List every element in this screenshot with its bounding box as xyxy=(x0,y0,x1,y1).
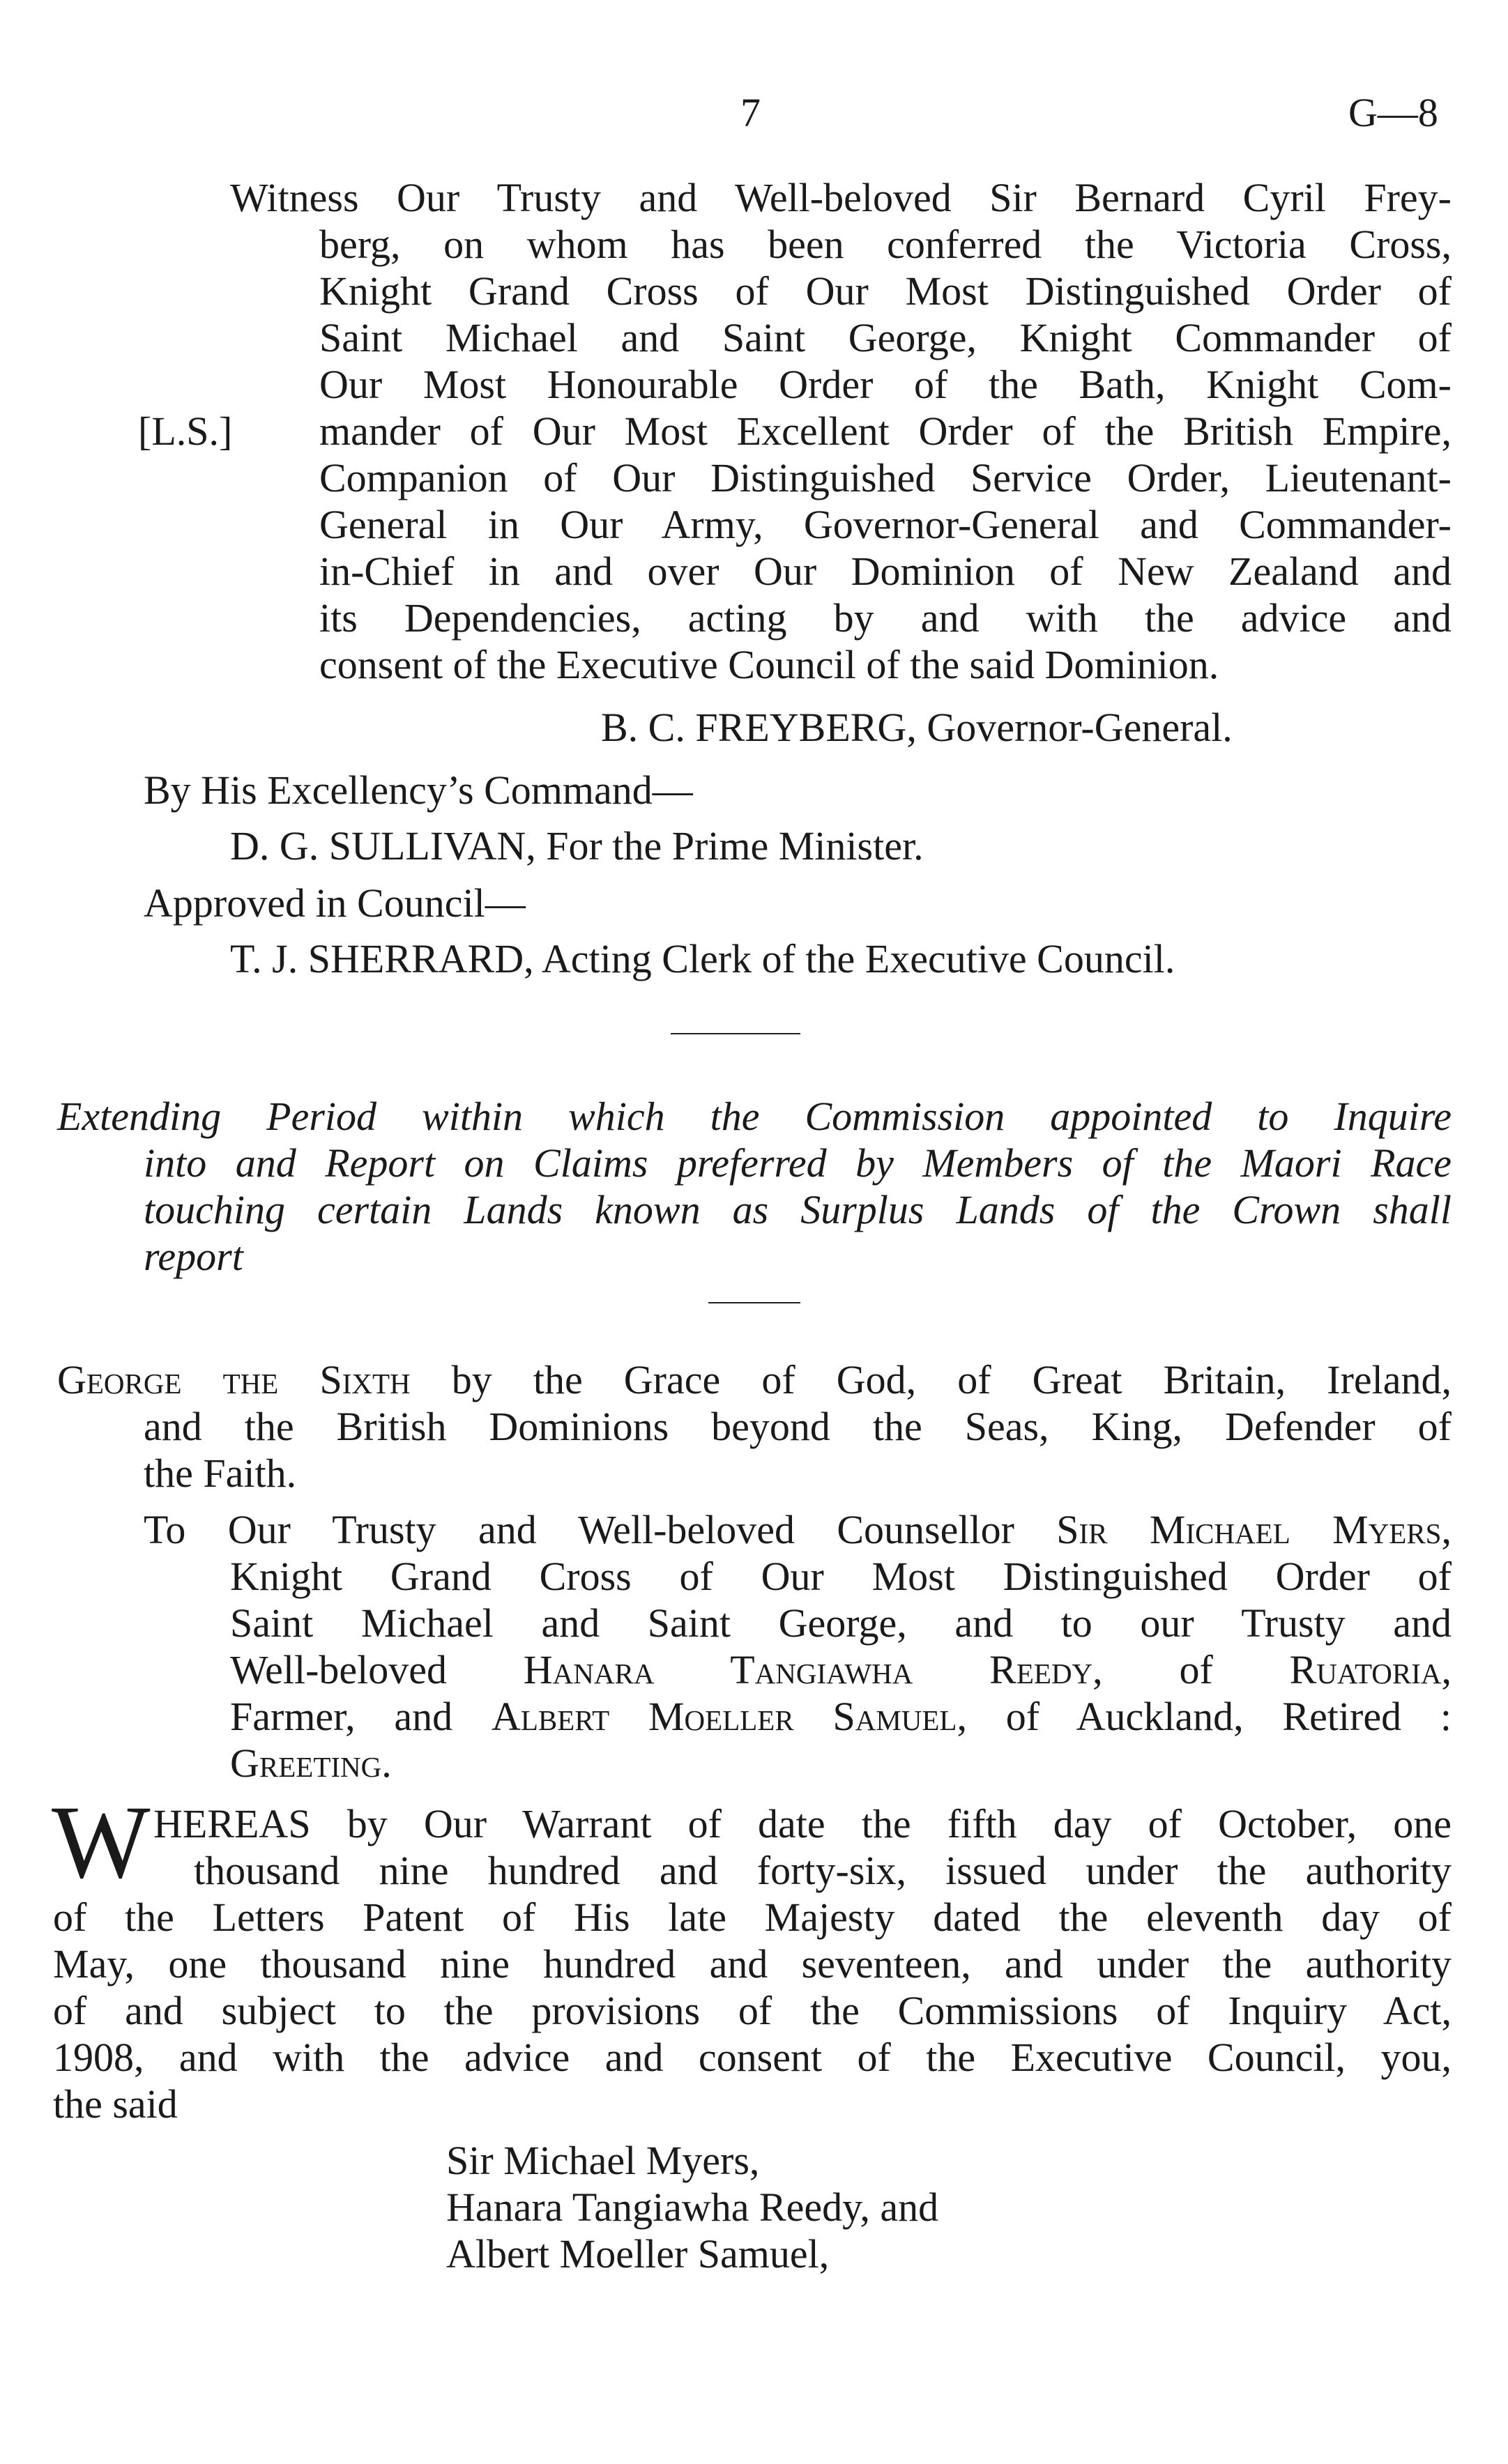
witness-line: Our Most Honourable Order of the Bath, Knight Com- xyxy=(319,362,1452,407)
address-line: To Our Trusty and Well-beloved Counsellor Sir Michael Myers, xyxy=(144,1507,1452,1552)
notice-title-line: into and Report on Claims preferred by Members of the Maori Race xyxy=(144,1140,1452,1186)
whereas-line: 1908, and with the advice and consent of the Executive Council, you, xyxy=(53,2035,1452,2080)
address-line: Farmer, and Albert Moeller Samuel, of Auckland, Retired : xyxy=(230,1694,1452,1739)
whereas-line: May, one thousand nine hundred and seventeen, and under the authority xyxy=(53,1941,1452,1987)
command-heading: By His Excellency’s Command— xyxy=(144,767,693,813)
seal-mark: [L.S.] xyxy=(138,408,233,454)
notice-title-line: Extending Period within which the Commission appointed to Inquire xyxy=(57,1094,1452,1139)
whereas-line: the said xyxy=(53,2081,178,2127)
proclamation-line: and the British Dominions beyond the Seas, King, Defender of xyxy=(144,1404,1452,1449)
approved-heading: Approved in Council— xyxy=(144,880,526,926)
proclamation-line: the Faith. xyxy=(144,1451,297,1496)
whereas-line: of and subject to the provisions of the Commissions of Inquiry Act, xyxy=(53,1988,1452,2033)
notice-title-line: touching certain Lands known as Surplus Lands of the Crown shall xyxy=(144,1187,1452,1232)
named-person: Hanara Tangiawha Reedy, and xyxy=(446,2184,939,2230)
governor-signature: B. C. FREYBERG, Governor-General. xyxy=(601,705,1233,750)
divider-rule xyxy=(671,1033,800,1034)
address-line: Well-beloved Hanara Tangiawha Reedy, of Ruatoria, xyxy=(230,1647,1452,1692)
page-number: 7 xyxy=(740,90,761,135)
witness-line: Saint Michael and Saint George, Knight Commander of xyxy=(319,315,1452,360)
named-person: Albert Moeller Samuel, xyxy=(446,2231,830,2276)
whereas-line: HEREAS by Our Warrant of date the fifth day of October, one xyxy=(153,1801,1452,1846)
witness-line: General in Our Army, Governor-General and Commander- xyxy=(319,502,1452,547)
witness-line: mander of Our Most Excellent Order of the British Empire, xyxy=(319,408,1452,454)
notice-title-line: report xyxy=(144,1234,243,1279)
document-code: G—8 xyxy=(1348,90,1438,135)
address-line: Knight Grand Cross of Our Most Distinguished Order of xyxy=(230,1554,1452,1599)
approved-signatory: T. J. SHERRARD, Acting Clerk of the Executive Council. xyxy=(230,936,1175,981)
address-line: Greeting. xyxy=(230,1740,392,1786)
witness-line: consent of the Executive Council of the said Dominion. xyxy=(319,642,1219,687)
whereas-line: thousand nine hundred and forty-six, issued under the authority xyxy=(194,1848,1452,1893)
witness-line: its Dependencies, acting by and with the advice and xyxy=(319,595,1452,641)
whereas-line: of the Letters Patent of His late Majesty dated the eleventh day of xyxy=(53,1895,1452,1940)
proclamation-line: George the Sixth by the Grace of God, of Great Britain, Ireland, xyxy=(57,1357,1452,1402)
named-person: Sir Michael Myers, xyxy=(446,2138,760,2183)
witness-line: berg, on whom has been conferred the Victoria Cross, xyxy=(319,222,1452,267)
drop-cap: W xyxy=(52,1784,151,1900)
witness-line: Knight Grand Cross of Our Most Distinguished Order of xyxy=(319,268,1452,314)
address-line: Saint Michael and Saint George, and to our Trusty and xyxy=(230,1600,1452,1646)
command-signatory: D. G. SULLIVAN, For the Prime Minister. xyxy=(230,823,924,868)
witness-line: Companion of Our Distinguished Service Order, Lieutenant- xyxy=(319,455,1452,500)
witness-line: Witness Our Trusty and Well-beloved Sir Bernard Cyril Frey- xyxy=(230,175,1452,220)
witness-line: in-Chief in and over Our Dominion of New Zealand and xyxy=(319,549,1452,594)
divider-rule xyxy=(708,1302,800,1303)
